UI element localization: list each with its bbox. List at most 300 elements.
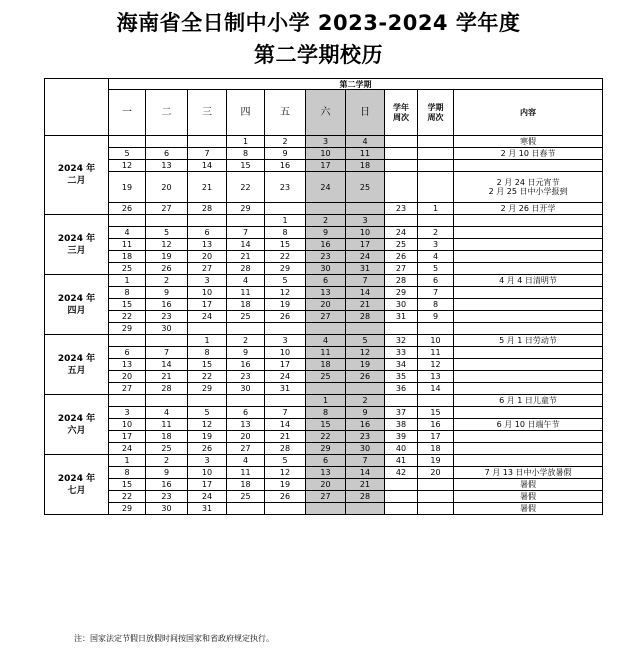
semester-week-cell	[418, 215, 454, 227]
day-cell: 8	[227, 148, 265, 160]
day-cell: 26	[265, 311, 306, 323]
day-cell	[265, 203, 306, 215]
week-row	[45, 287, 603, 299]
day-cell: 10	[346, 227, 385, 239]
day-cell: 3	[306, 136, 346, 148]
day-cell: 26	[265, 491, 306, 503]
semester-week-cell: 20	[418, 467, 454, 479]
day-cell: 7	[265, 407, 306, 419]
day-cell: 9	[146, 467, 188, 479]
event-text: 2 月 25 日中小学报到	[488, 187, 568, 196]
week-row	[45, 359, 603, 371]
day-cell: 22	[227, 172, 265, 203]
content-cell	[454, 503, 603, 515]
day-cell: 5	[265, 455, 306, 467]
school-week-cell	[385, 503, 418, 515]
day-cell: 17	[188, 299, 227, 311]
day-cell: 1	[306, 395, 346, 407]
school-week-cell: 39	[385, 431, 418, 443]
content-cell	[454, 136, 603, 148]
day-cell: 12	[265, 467, 306, 479]
event-text: 4 月 4 日清明节	[499, 276, 557, 285]
school-week-cell	[385, 148, 418, 160]
day-cell: 21	[346, 479, 385, 491]
day-cell: 19	[188, 431, 227, 443]
content-cell	[454, 347, 603, 359]
day-cell: 16	[265, 160, 306, 172]
content-cell	[454, 371, 603, 383]
day-cell: 30	[227, 383, 265, 395]
event-text: 7 月 13 日中小学放暑假	[484, 468, 572, 477]
day-cell: 31	[346, 263, 385, 275]
week-row	[45, 431, 603, 443]
week-row	[45, 395, 603, 407]
day-cell: 11	[227, 287, 265, 299]
day-cell: 18	[109, 251, 146, 263]
day-cell: 23	[227, 371, 265, 383]
day-cell: 10	[188, 287, 227, 299]
semester-week-cell	[418, 160, 454, 172]
day-cell	[188, 215, 227, 227]
day-cell: 20	[306, 299, 346, 311]
day-cell: 9	[306, 227, 346, 239]
school-week-cell: 28	[385, 275, 418, 287]
week-row	[45, 347, 603, 359]
day-cell: 7	[346, 455, 385, 467]
semester-week-cell: 10	[418, 335, 454, 347]
day-cell: 27	[188, 263, 227, 275]
school-week-cell: 34	[385, 359, 418, 371]
content-cell	[454, 323, 603, 335]
day-cell: 22	[306, 431, 346, 443]
day-cell: 21	[146, 371, 188, 383]
week-row	[45, 172, 603, 203]
day-cell: 4	[306, 335, 346, 347]
school-week-cell	[385, 479, 418, 491]
day-cell: 5	[265, 275, 306, 287]
month-label: 2024 年 七月	[45, 455, 109, 515]
week-row	[45, 503, 603, 515]
day-cell	[109, 215, 146, 227]
day-cell: 12	[265, 287, 306, 299]
day-cell: 8	[109, 467, 146, 479]
day-cell	[227, 395, 265, 407]
school-week-cell	[385, 215, 418, 227]
day-cell: 12	[146, 239, 188, 251]
week-row	[45, 467, 603, 479]
day-cell	[346, 383, 385, 395]
semester-week-cell	[418, 395, 454, 407]
day-cell: 2	[227, 335, 265, 347]
day-cell: 23	[265, 172, 306, 203]
day-cell: 2	[265, 136, 306, 148]
day-cell	[146, 215, 188, 227]
content-cell	[454, 160, 603, 172]
event-text: 2 月 10 日春节	[500, 149, 556, 158]
day-cell: 16	[346, 419, 385, 431]
school-week-cell	[385, 136, 418, 148]
day-cell: 21	[227, 251, 265, 263]
day-cell: 19	[265, 299, 306, 311]
day-cell: 2	[306, 215, 346, 227]
school-week-cell: 36	[385, 383, 418, 395]
day-cell: 18	[227, 299, 265, 311]
week-row	[45, 383, 603, 395]
week-row	[45, 227, 603, 239]
week-row	[45, 160, 603, 172]
day-cell: 23	[146, 491, 188, 503]
day-cell: 22	[109, 311, 146, 323]
page-subtitle: 第二学期校历	[254, 43, 383, 67]
weekday-header: 四	[227, 90, 265, 136]
semester-week-cell: 15	[418, 407, 454, 419]
school-week-cell: 29	[385, 287, 418, 299]
day-cell	[265, 395, 306, 407]
semester-week-cell: 11	[418, 347, 454, 359]
day-cell: 24	[188, 311, 227, 323]
day-cell: 19	[265, 479, 306, 491]
content-cell	[454, 239, 603, 251]
content-cell	[454, 148, 603, 160]
day-cell: 10	[188, 467, 227, 479]
content-cell	[454, 251, 603, 263]
school-week-cell: 31	[385, 311, 418, 323]
day-cell: 7	[346, 275, 385, 287]
day-cell: 30	[346, 443, 385, 455]
school-week-cell: 42	[385, 467, 418, 479]
weekday-header: 二	[146, 90, 188, 136]
header-row-columns	[45, 90, 603, 136]
day-cell	[109, 136, 146, 148]
school-week-header: 学年 周次	[385, 90, 418, 136]
weekday-header: 五	[265, 90, 306, 136]
day-cell	[265, 323, 306, 335]
content-cell	[454, 455, 603, 467]
school-week-cell: 32	[385, 335, 418, 347]
week-row	[45, 491, 603, 503]
day-cell: 20	[306, 479, 346, 491]
weekday-header: 六	[306, 90, 346, 136]
semester-week-cell: 5	[418, 263, 454, 275]
corner-cell	[45, 79, 109, 136]
content-cell	[454, 311, 603, 323]
day-cell: 17	[306, 160, 346, 172]
semester-week-header: 学期 周次	[418, 90, 454, 136]
content-cell	[454, 359, 603, 371]
semester-week-cell: 4	[418, 251, 454, 263]
day-cell: 11	[346, 148, 385, 160]
day-cell: 19	[146, 251, 188, 263]
day-cell: 8	[109, 287, 146, 299]
semester-week-cell	[418, 323, 454, 335]
semester-week-cell: 6	[418, 275, 454, 287]
month-label: 2024 年 二月	[45, 136, 109, 215]
day-cell	[346, 323, 385, 335]
day-cell: 7	[146, 347, 188, 359]
day-cell: 7	[227, 227, 265, 239]
day-cell: 16	[227, 359, 265, 371]
day-cell	[265, 503, 306, 515]
day-cell: 27	[227, 443, 265, 455]
calendar-table	[44, 78, 603, 515]
day-cell: 6	[109, 347, 146, 359]
day-cell: 14	[146, 359, 188, 371]
day-cell: 2	[146, 275, 188, 287]
day-cell: 14	[265, 419, 306, 431]
day-cell: 12	[188, 419, 227, 431]
semester-week-cell: 8	[418, 299, 454, 311]
week-row	[45, 335, 603, 347]
day-cell: 16	[146, 299, 188, 311]
day-cell: 12	[109, 160, 146, 172]
event-text: 暑假	[520, 480, 537, 489]
school-week-cell: 35	[385, 371, 418, 383]
day-cell	[109, 395, 146, 407]
day-cell	[346, 203, 385, 215]
day-cell: 1	[109, 275, 146, 287]
month-label: 2024 年 四月	[45, 275, 109, 335]
week-row	[45, 419, 603, 431]
header-row-semester	[45, 79, 603, 90]
day-cell: 5	[146, 227, 188, 239]
school-week-cell: 40	[385, 443, 418, 455]
school-week-cell	[385, 491, 418, 503]
day-cell: 9	[346, 407, 385, 419]
week-row	[45, 299, 603, 311]
school-week-cell: 26	[385, 251, 418, 263]
week-row	[45, 136, 603, 148]
semester-week-cell: 9	[418, 311, 454, 323]
day-cell: 17	[109, 431, 146, 443]
day-cell: 3	[188, 455, 227, 467]
day-cell	[188, 395, 227, 407]
event-text: 暑假	[520, 492, 537, 501]
day-cell: 21	[265, 431, 306, 443]
content-cell	[454, 491, 603, 503]
content-cell	[454, 215, 603, 227]
day-cell	[188, 323, 227, 335]
day-cell: 8	[306, 407, 346, 419]
day-cell	[306, 203, 346, 215]
day-cell: 15	[265, 239, 306, 251]
day-cell: 14	[188, 160, 227, 172]
day-cell: 11	[109, 239, 146, 251]
event-text: 2 月 24 日元宵节	[496, 178, 560, 187]
day-cell: 18	[306, 359, 346, 371]
semester-header: 第二学期	[109, 79, 603, 90]
semester-week-cell: 12	[418, 359, 454, 371]
content-cell	[454, 172, 603, 203]
day-cell: 30	[146, 503, 188, 515]
week-row	[45, 203, 603, 215]
day-cell: 6	[306, 455, 346, 467]
day-cell: 29	[109, 323, 146, 335]
content-cell	[454, 275, 603, 287]
content-cell	[454, 467, 603, 479]
day-cell: 1	[188, 335, 227, 347]
day-cell: 25	[146, 443, 188, 455]
content-cell	[454, 407, 603, 419]
school-week-cell: 30	[385, 299, 418, 311]
day-cell: 15	[227, 160, 265, 172]
school-week-cell	[385, 395, 418, 407]
day-cell: 11	[227, 467, 265, 479]
event-text: 2 月 26 日开学	[500, 204, 556, 213]
day-cell: 3	[346, 215, 385, 227]
semester-week-cell: 18	[418, 443, 454, 455]
content-cell	[454, 263, 603, 275]
day-cell: 13	[146, 160, 188, 172]
semester-week-cell: 17	[418, 431, 454, 443]
day-cell: 22	[265, 251, 306, 263]
day-cell	[227, 323, 265, 335]
day-cell: 17	[265, 359, 306, 371]
day-cell: 17	[346, 239, 385, 251]
semester-week-cell: 19	[418, 455, 454, 467]
day-cell	[306, 383, 346, 395]
day-cell: 23	[346, 431, 385, 443]
day-cell: 6	[306, 275, 346, 287]
weekday-header: 三	[188, 90, 227, 136]
semester-week-cell	[418, 479, 454, 491]
day-cell: 30	[146, 323, 188, 335]
day-cell: 27	[306, 491, 346, 503]
content-cell	[454, 299, 603, 311]
day-cell: 27	[109, 383, 146, 395]
footnote: 注：国家法定节假日放假时间按国家和省政府规定执行。	[74, 634, 274, 643]
semester-week-cell	[418, 172, 454, 203]
school-week-cell: 24	[385, 227, 418, 239]
day-cell: 9	[146, 287, 188, 299]
day-cell: 28	[188, 203, 227, 215]
day-cell: 4	[146, 407, 188, 419]
school-week-cell	[385, 160, 418, 172]
day-cell: 13	[306, 287, 346, 299]
day-cell: 24	[306, 172, 346, 203]
semester-week-cell: 1	[418, 203, 454, 215]
week-row	[45, 323, 603, 335]
day-cell: 18	[346, 160, 385, 172]
day-cell: 12	[346, 347, 385, 359]
content-cell	[454, 335, 603, 347]
week-row	[45, 443, 603, 455]
day-cell: 15	[306, 419, 346, 431]
day-cell	[146, 335, 188, 347]
day-cell: 2	[346, 395, 385, 407]
day-cell: 13	[109, 359, 146, 371]
day-cell: 13	[227, 419, 265, 431]
content-cell	[454, 227, 603, 239]
day-cell: 31	[188, 503, 227, 515]
day-cell: 19	[346, 359, 385, 371]
semester-week-cell	[418, 491, 454, 503]
day-cell: 17	[188, 479, 227, 491]
week-row	[45, 239, 603, 251]
event-text: 暑假	[520, 504, 537, 513]
day-cell: 18	[227, 479, 265, 491]
day-cell: 16	[146, 479, 188, 491]
week-row	[45, 148, 603, 160]
page-title: 海南省全日制中小学 2023-2024 学年度	[116, 11, 521, 35]
semester-week-cell	[418, 148, 454, 160]
day-cell: 26	[346, 371, 385, 383]
semester-week-cell: 14	[418, 383, 454, 395]
week-row	[45, 215, 603, 227]
day-cell: 8	[188, 347, 227, 359]
school-week-cell: 41	[385, 455, 418, 467]
day-cell: 20	[146, 172, 188, 203]
day-cell: 26	[188, 443, 227, 455]
month-label: 2024 年 五月	[45, 335, 109, 395]
school-week-cell	[385, 323, 418, 335]
day-cell: 3	[109, 407, 146, 419]
day-cell: 24	[109, 443, 146, 455]
school-week-cell: 38	[385, 419, 418, 431]
day-cell: 29	[306, 443, 346, 455]
semester-week-cell: 3	[418, 239, 454, 251]
day-cell: 15	[109, 479, 146, 491]
day-cell: 4	[346, 136, 385, 148]
day-cell	[188, 136, 227, 148]
content-cell	[454, 395, 603, 407]
day-cell: 15	[188, 359, 227, 371]
school-week-cell: 23	[385, 203, 418, 215]
school-week-cell: 37	[385, 407, 418, 419]
day-cell: 23	[146, 311, 188, 323]
content-cell	[454, 431, 603, 443]
day-cell: 4	[109, 227, 146, 239]
day-cell: 29	[227, 203, 265, 215]
day-cell: 5	[346, 335, 385, 347]
day-cell: 28	[346, 491, 385, 503]
day-cell: 30	[306, 263, 346, 275]
day-cell	[109, 335, 146, 347]
weekday-header: 日	[346, 90, 385, 136]
day-cell: 19	[109, 172, 146, 203]
day-cell: 23	[306, 251, 346, 263]
day-cell: 20	[227, 431, 265, 443]
day-cell: 5	[188, 407, 227, 419]
day-cell: 14	[346, 287, 385, 299]
day-cell	[146, 395, 188, 407]
day-cell	[306, 503, 346, 515]
day-cell: 26	[109, 203, 146, 215]
day-cell: 18	[146, 431, 188, 443]
school-week-cell: 33	[385, 347, 418, 359]
day-cell: 29	[109, 503, 146, 515]
content-cell	[454, 203, 603, 215]
semester-week-cell: 2	[418, 227, 454, 239]
content-cell	[454, 419, 603, 431]
event-text: 6 月 1 日儿童节	[499, 396, 557, 405]
semester-week-cell: 7	[418, 287, 454, 299]
day-cell	[346, 503, 385, 515]
week-row	[45, 311, 603, 323]
day-cell: 5	[109, 148, 146, 160]
day-cell	[227, 503, 265, 515]
day-cell: 13	[306, 467, 346, 479]
day-cell: 3	[188, 275, 227, 287]
semester-week-cell	[418, 503, 454, 515]
event-text: 寒假	[520, 137, 537, 146]
week-row	[45, 455, 603, 467]
content-cell	[454, 479, 603, 491]
day-cell: 6	[146, 148, 188, 160]
day-cell: 11	[146, 419, 188, 431]
school-week-cell: 25	[385, 239, 418, 251]
day-cell: 22	[188, 371, 227, 383]
day-cell: 16	[306, 239, 346, 251]
